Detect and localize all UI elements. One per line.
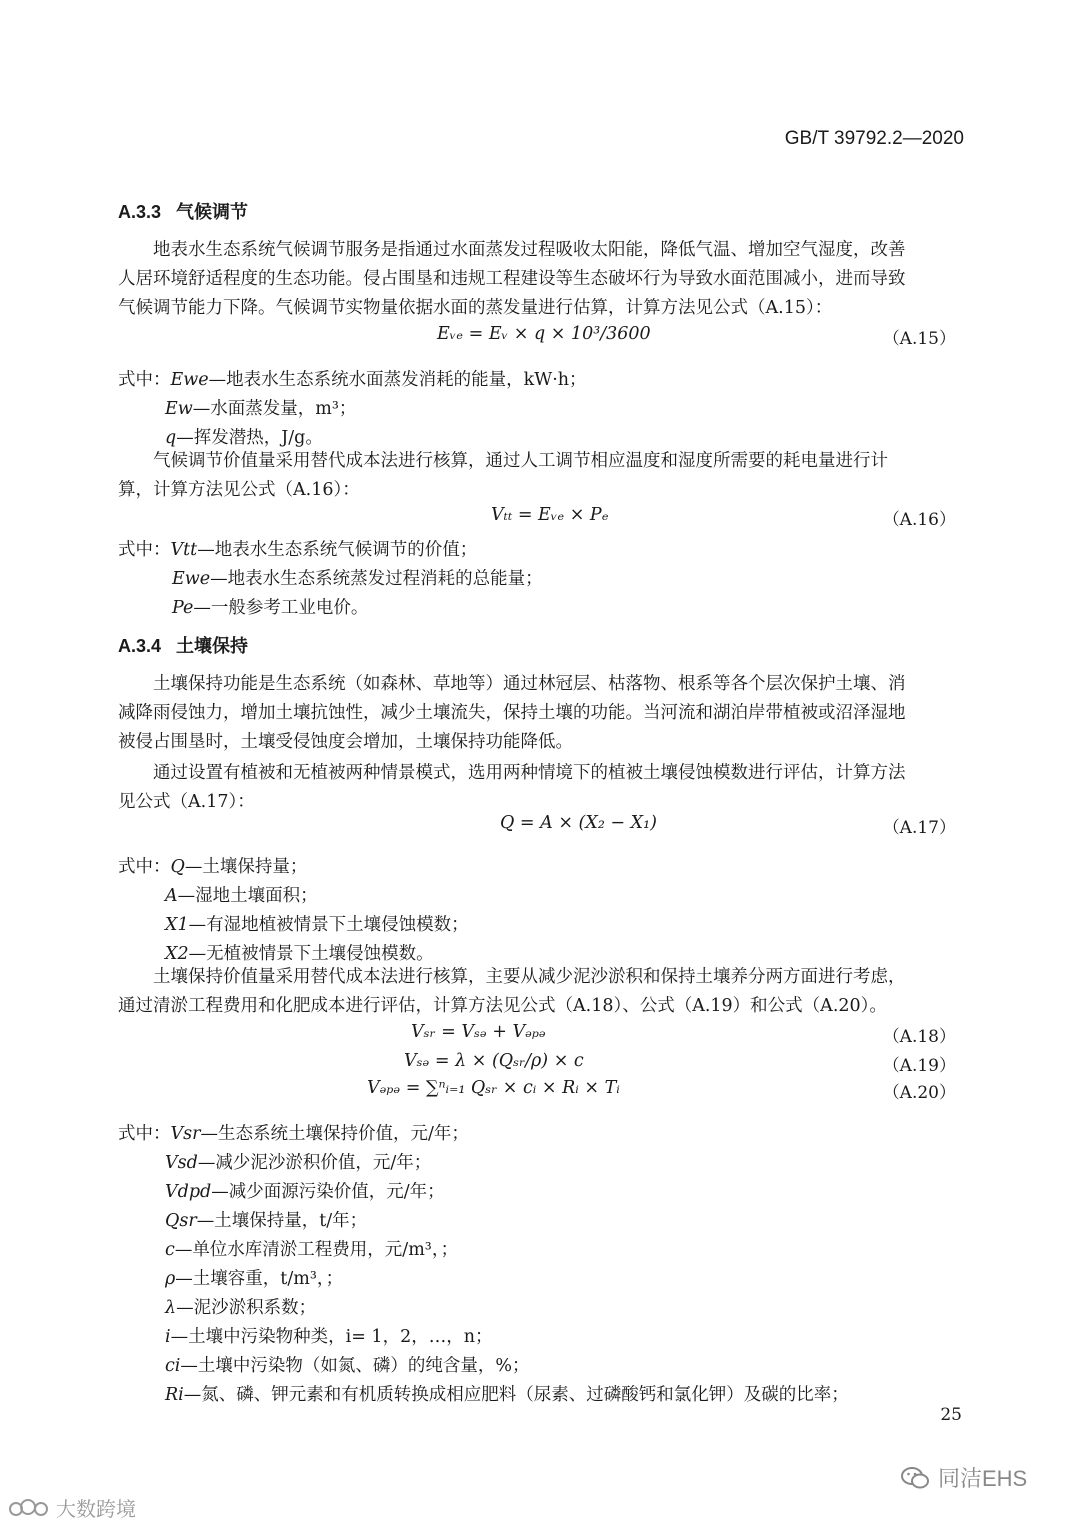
where-label: 式中： [118,370,171,390]
variable-desc: —地表水生态系统气候调节的价值； [197,540,478,560]
watermark-text: 大数跨境 [56,1499,136,1521]
variable-symbol: Vdpd [165,1182,212,1202]
variable-desc: —无植被情景下土壤侵蚀模数。 [188,944,434,964]
variable-definition [165,1207,367,1232]
variable-desc: —减少泥沙淤积价值，元/年； [197,1153,432,1173]
variable-desc: —土壤容重，t/m³，； [175,1269,344,1289]
variable-desc: —挥发潜热，J/g。 [176,428,323,448]
variable-definition [165,1178,445,1203]
equation-number: （A.18） [882,1027,956,1047]
variable-desc: —一般参考工业电价。 [193,598,369,618]
variable-symbol: Vtt [170,540,198,560]
variable-symbol: Vsr [170,1124,201,1144]
variable-symbol: i [165,1327,171,1347]
cloud-logo-icon [8,1497,52,1519]
variable-symbol: Ewe [172,569,211,589]
equation-number: （A.15） [882,329,956,349]
variable-desc: —地表水生态系统水面蒸发消耗的能量，kW·h； [208,370,587,390]
standard-number: GB/T 39792.2—2020 [784,128,964,149]
variable-symbol: Vsd [165,1153,198,1173]
variable-symbol: ci [165,1356,181,1376]
paragraph-line: 被侵占围垦时，土壤受侵蚀度会增加，土壤保持功能降低。 [118,732,573,752]
variable-definition [165,1149,431,1174]
variable-symbol: λ [165,1298,177,1318]
variable-definition [165,882,318,907]
variable-symbol: Q [170,857,185,877]
variable-symbol: Ew [165,399,193,419]
variable-symbol: Ri [165,1385,184,1405]
variable-desc: —土壤中污染物种类，i= 1，2，…，n； [170,1327,493,1347]
variable-definition [165,1294,316,1319]
paragraph-line: 减降雨侵蚀力，增加土壤抗蚀性，减少土壤流失，保持土壤的功能。当河流和湖泊岸带植被或沼泽湿地 [118,703,906,723]
variable-desc: —单位水库清淤工程费用，元/m³，； [174,1240,459,1260]
variable-definition [118,853,307,878]
variable-definition [165,1381,849,1406]
paragraph-line: 见公式（A.17）： [118,792,255,812]
variable-symbol: X2 [165,944,189,964]
variable-desc: —湿地土壤面积； [177,886,318,906]
variable-definition [172,594,368,619]
variable-definition [165,424,323,449]
equation-number: （A.17） [882,818,956,838]
variable-symbol: Pe [172,598,194,618]
variable-definition [165,1323,492,1348]
where-label: 式中： [118,1124,171,1144]
watermark-right [900,1462,1027,1493]
where-label: 式中： [118,857,171,877]
equation-number: （A.20） [882,1083,956,1103]
variable-desc: —有湿地植被情景下土壤侵蚀模数； [188,915,469,935]
paragraph-line: 土壤保持价值量采用替代成本法进行核算，主要从减少泥沙淤积和保持土壤养分两方面进行考虑， [153,967,906,987]
variable-definition [118,1120,469,1145]
variable-definition [118,366,587,391]
variable-definition [165,940,434,965]
variable-desc: —减少面源污染价值，元/年； [211,1182,445,1202]
variable-definition [118,536,477,561]
paragraph-line: 人居环境舒适程度的生态功能。侵占围垦和违规工程建设等生态破坏行为导致水面范围减小，进而导致 [118,269,906,289]
variable-desc: —氮、磷、钾元素和有机质转换成相应肥料（尿素、过磷酸钙和氯化钾）及碳的比率； [183,1385,849,1405]
section-heading-a333: A.3.3 气候调节 [118,202,249,222]
variable-desc: —土壤保持量，t/年； [196,1211,368,1231]
variable-symbol: A [165,886,178,906]
equation-a19: Vₛₔ = λ × (Qₛᵣ/ρ) × c [404,1051,584,1071]
paragraph-line: 气候调节能力下降。气候调节实物量依据水面的蒸发量进行估算，计算方法见公式（A.15）： [118,298,833,318]
variable-symbol: ρ [165,1269,176,1289]
paragraph-line: 通过清淤工程费用和化肥成本进行评估，计算方法见公式（A.18）、公式（A.19）和公式（A.20）。 [118,996,887,1016]
paragraph-line: 气候调节价值量采用替代成本法进行核算，通过人工调节相应温度和湿度所需要的耗电量进行计 [153,451,888,471]
equation-a18: Vₛᵣ = Vₛₔ + Vₔₚₔ [411,1022,546,1042]
paragraph-line: 通过设置有植被和无植被两种情景模式，选用两种情境下的植被土壤侵蚀模数进行评估，计算方法 [153,763,906,783]
variable-definition [172,565,543,590]
wechat-icon [900,1465,930,1491]
paragraph-line: 土壤保持功能是生态系统（如森林、草地等）通过林冠层、枯落物、根系等各个层次保护土壤、消 [153,674,906,694]
equation-a16: Vₜₜ = Eᵥₑ × Pₑ [491,505,609,525]
variable-desc: —水面蒸发量，m³； [192,399,357,419]
where-label: 式中： [118,540,171,560]
variable-definition [165,1265,343,1290]
variable-symbol: X1 [165,915,189,935]
variable-desc: —生态系统土壤保持价值，元/年； [200,1124,469,1144]
page-number: 25 [940,1405,962,1425]
equation-number: （A.16） [882,510,956,530]
section-heading-a334: A.3.4 土壤保持 [118,636,249,656]
variable-definition [165,1236,458,1261]
variable-symbol: Ewe [170,370,209,390]
variable-desc: —土壤中污染物（如氮、磷）的纯含量，%； [180,1356,530,1376]
paragraph-line: 算，计算方法见公式（A.16）： [118,480,360,500]
watermark-left [8,1493,136,1522]
equation-number: （A.19） [882,1056,956,1076]
variable-symbol: Qsr [165,1211,197,1231]
paragraph-line: 地表水生态系统气候调节服务是指通过水面蒸发过程吸收太阳能，降低气温、增加空气湿度，改善 [153,240,906,260]
equation-a17: Q = A × (X₂ − X₁) [500,813,657,833]
variable-desc: —地表水生态系统蒸发过程消耗的总能量； [210,569,543,589]
variable-definition [165,395,356,420]
variable-definition [165,911,469,936]
equation-a15: Eᵥₑ = Eᵥ × q × 10³/3600 [437,324,651,344]
variable-definition [165,1352,530,1377]
variable-desc: —土壤保持量； [184,857,308,877]
variable-symbol: c [165,1240,175,1260]
watermark-text: 同洁EHS [938,1466,1028,1491]
equation-a20: Vₔₚₔ = ∑ⁿᵢ₌₁ Qₛᵣ × cᵢ × Rᵢ × Tᵢ [367,1078,620,1098]
variable-desc: —泥沙淤积系数； [176,1298,317,1318]
variable-symbol: q [165,428,177,448]
